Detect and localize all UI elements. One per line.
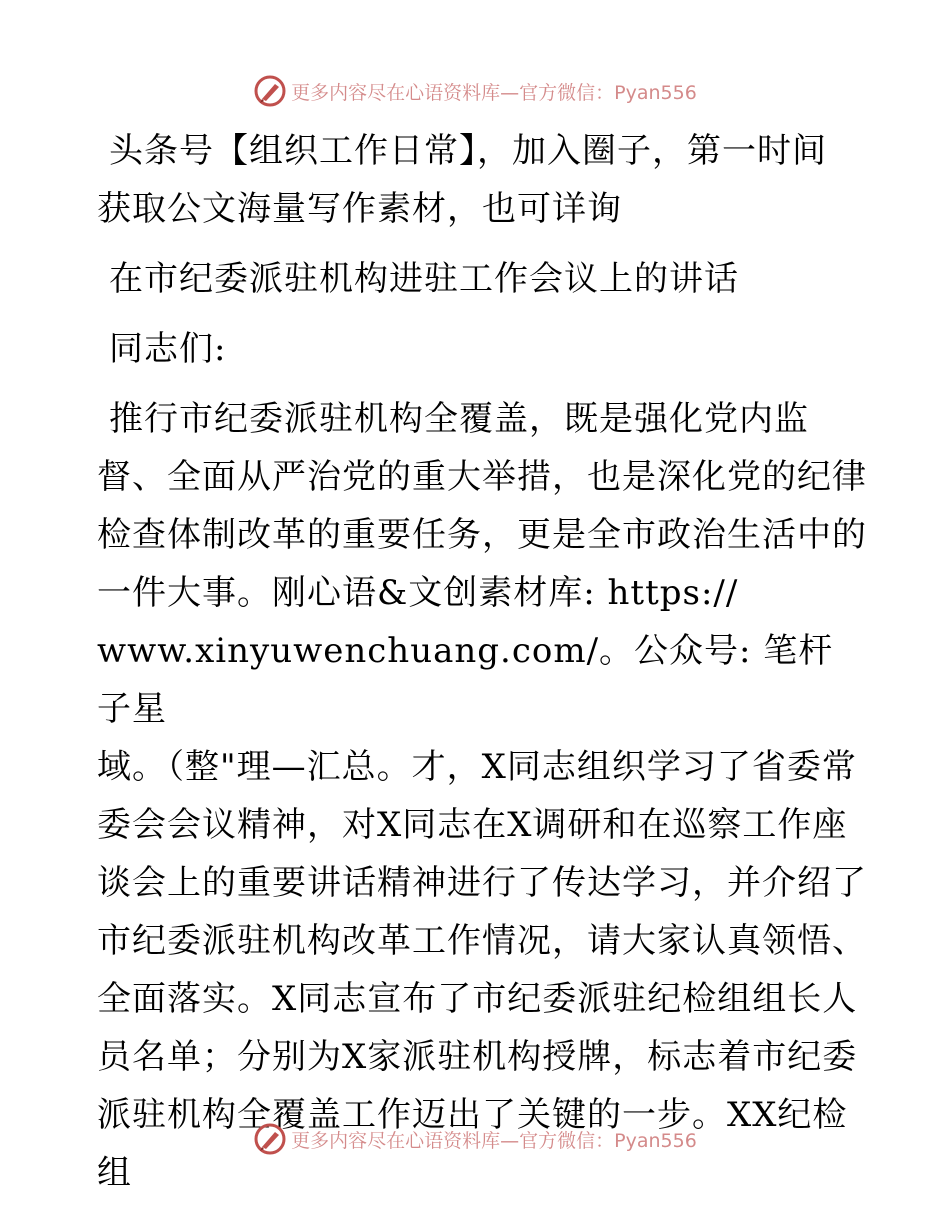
body-line: 检查体制改革的重要任务，更是全市政治生活中的 xyxy=(97,515,867,555)
body-line: 域。（整"理—汇总。才，X同志组织学习了省委常 xyxy=(97,747,857,787)
salutation: 同志们: xyxy=(109,329,227,369)
intro-line: 头条号【组织工作日常】，加入圈子，第一时间 xyxy=(109,131,827,171)
body-line: 员名单；分别为X家派驻机构授牌，标志着市纪委 xyxy=(97,1037,858,1077)
watermark-text: 更多内容尽在心语资料库—官方微信：Pyan556 xyxy=(291,1129,697,1152)
pen-logo-icon xyxy=(253,74,287,108)
header-watermark-banner xyxy=(0,74,950,108)
body-line: 督、全面从严治党的重大举措，也是深化党的纪律 xyxy=(97,457,867,497)
speech-title: 在市纪委派驻机构进驻工作会议上的讲话 xyxy=(109,259,739,299)
body-line: 委会会议精神，对X同志在X调研和在巡察工作座 xyxy=(97,805,848,845)
watermark-text: 更多内容尽在心语资料库—官方微信：Pyan556 xyxy=(291,81,697,104)
body-line: 市纪委派驻机构改革工作情况，请大家认真领悟、 xyxy=(97,921,867,961)
body-line: 全面落实。X同志宣布了市纪委派驻纪检组组长人 xyxy=(97,979,858,1019)
intro-line: 获取公文海量写作素材，也可详询 xyxy=(97,189,622,229)
document-body xyxy=(97,122,867,1202)
body-line: 派驻机构全覆盖工作迈出了关键的一步。XX纪检组 xyxy=(97,1095,848,1193)
body-line: 推行市纪委派驻机构全覆盖，既是强化党内监 xyxy=(109,399,809,439)
footer-watermark-banner xyxy=(0,1122,950,1156)
pen-logo-icon xyxy=(253,1122,287,1156)
body-line: 一件大事。刚心语&文创素材库: https:// xyxy=(97,573,739,613)
body-line: www.xinyuwenchuang.com/。公众号: 笔杆子星 xyxy=(97,631,834,729)
body-line: 谈会上的重要讲话精神进行了传达学习，并介绍了 xyxy=(97,863,867,903)
